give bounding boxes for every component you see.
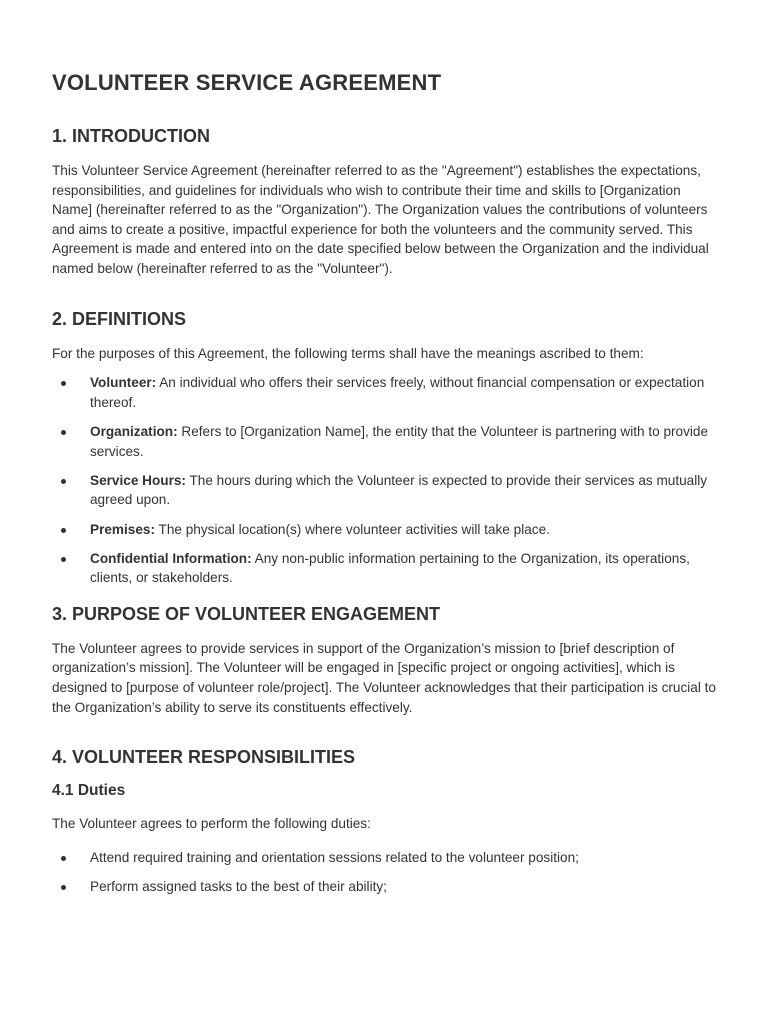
definition-text: The physical location(s) where volunteer activities will take place. — [155, 521, 550, 537]
bullet-icon — [61, 885, 66, 890]
definitions-list — [52, 373, 718, 588]
introduction-paragraph: This Volunteer Service Agreement (hereinafter referred to as the "Agreement") establishes the expectations, responsibilities, and guidelines for individuals who wish to contribute their time and skills to [Organization Name] (hereinafter referred to as the "Organization"). The Organization values the contributions of volunteers and aims to create a positive, impactful experience for both the volunteers and the community served. This Agreement is made and entered into on the date specified below between the Organization and the individual named below (hereinafter referred to as the "Volunteer"). — [52, 163, 709, 276]
definition-text: An individual who offers their services freely, without financial compensation or expectation thereof. — [90, 375, 705, 410]
duties-lead: The Volunteer agrees to perform the following duties: — [52, 816, 371, 832]
section-heading-purpose: 3. PURPOSE OF VOLUNTEER ENGAGEMENT — [52, 603, 441, 624]
document-title: VOLUNTEER SERVICE AGREEMENT — [52, 70, 442, 95]
definition-term: Premises: — [90, 521, 155, 537]
list-item — [52, 373, 718, 412]
list-item — [52, 848, 718, 868]
bullet-icon — [61, 479, 66, 484]
purpose-paragraph: The Volunteer agrees to provide services in support of the Organization’s mission to [brief description of organization’s mission]. The Volunteer will be engaged in [specific project or ongoing activities], which is designed to [purpose of volunteer role/project]. The Volunteer acknowledges that their participation is crucial to the Organization’s ability to serve its constituents effectively. — [52, 640, 716, 715]
definition-term: Confidential Information: — [90, 550, 252, 566]
section-heading-responsibilities: 4. VOLUNTEER RESPONSIBILITIES — [52, 747, 356, 768]
list-item — [52, 422, 718, 461]
definition-term: Organization: — [90, 423, 178, 439]
bullet-icon — [61, 430, 66, 435]
definition-text: The hours during which the Volunteer is expected to provide their services as mutually agreed upon. — [90, 472, 708, 508]
bullet-icon — [61, 528, 66, 533]
definition-text: Any non-public information pertaining to the Organization, its operations, clients, or stakeholders. — [90, 550, 690, 586]
section-heading-definitions: 2. DEFINITIONS — [52, 308, 187, 329]
bullet-icon — [61, 557, 66, 562]
bullet-icon — [61, 856, 66, 861]
list-item — [52, 520, 718, 540]
list-item — [52, 549, 718, 588]
list-item — [52, 877, 718, 897]
subsection-heading-duties: 4.1 Duties — [52, 782, 126, 800]
definition-text: Refers to [Organization Name], the entity that the Volunteer is partnering with to provide services. — [90, 423, 709, 459]
definitions-lead: For the purposes of this Agreement, the following terms shall have the meanings ascribed to them: — [52, 345, 644, 361]
list-item — [52, 471, 718, 510]
duty-text: Attend required training and orientation sessions related to the volunteer position; — [90, 849, 579, 865]
bullet-icon — [61, 381, 66, 386]
definition-term: Service Hours: — [90, 472, 186, 488]
duty-text: Perform assigned tasks to the best of their ability; — [90, 879, 387, 895]
definition-term: Volunteer: — [90, 375, 157, 391]
section-heading-introduction: 1. INTRODUCTION — [52, 126, 211, 146]
duties-list — [52, 848, 718, 897]
